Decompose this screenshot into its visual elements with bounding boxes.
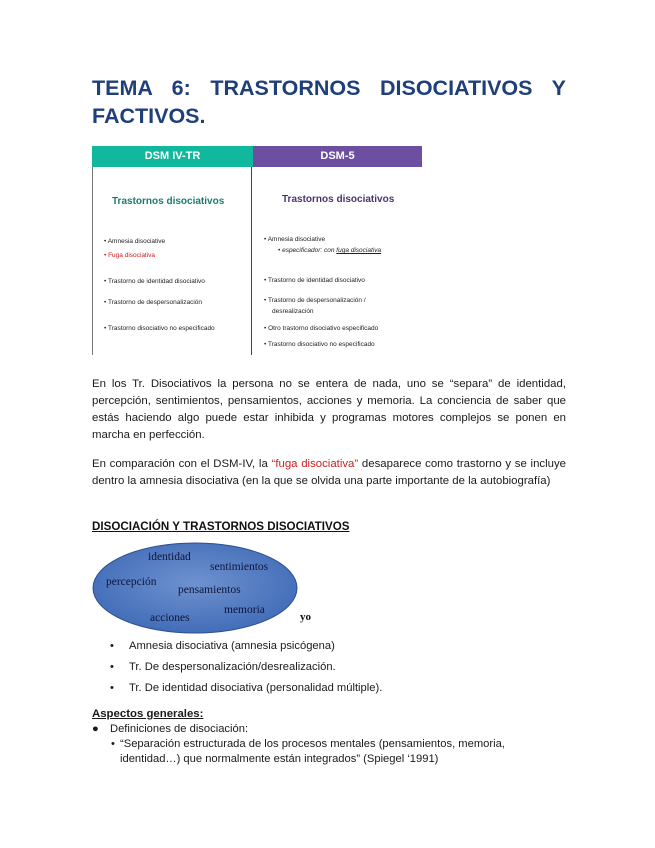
oval-word: acciones xyxy=(150,612,190,624)
oval-word: memoria xyxy=(224,604,265,616)
paragraph-comparison: En comparación con el DSM-IV, la “fuga disociativa” desaparece como trastorno y se incluye dentro la amnesia disociativa (en la que se olvida una parte importante de la autobiografía) xyxy=(92,458,566,487)
dsm-5-subtitle: Trastornos disociativos xyxy=(282,194,395,205)
page-title-line2: FACTIVOS. xyxy=(92,104,206,128)
dsm-5-item: • Trastorno disociativo no especificado xyxy=(264,341,375,348)
dsm-iv-subtitle: Trastornos disociativos xyxy=(112,196,225,207)
dsm-5-header: DSM-5 xyxy=(253,146,422,167)
dsm-iv-item: • Fuga disociativa xyxy=(104,252,156,259)
dsm-iv-item: • Amnesia disociative xyxy=(104,238,166,245)
dissociation-oval xyxy=(92,542,332,636)
yo-label: yo xyxy=(300,611,311,623)
dsm-iv-item: • Trastorno de identidad disociativo xyxy=(104,278,205,285)
dsm-5-item: • Trastorno de despersonalización / xyxy=(264,297,366,304)
dsm-iv-item: • Trastorno disociativo no especificado xyxy=(104,325,215,332)
oval-word: percepción xyxy=(106,576,157,588)
fuga-highlight: “fuga disociativa” xyxy=(271,458,359,470)
dsm-5-specifier: • especificador: con fuga disociativa xyxy=(278,247,382,254)
dsm-5-item-cont: desrealización xyxy=(272,308,314,315)
page-title: TEMA 6: TRASTORNOS DISOCIATIVOS Y xyxy=(92,76,566,100)
aspects-subitem: • “Separación estructurada de los procesos mentales (pensamientos, memoria, identidad…) que normalmente están integrados” (Spiegel ‘1991) xyxy=(111,738,505,765)
column-divider xyxy=(251,167,252,355)
dsm-iv-item: • Trastorno de despersonalización xyxy=(104,299,203,306)
dsm-5-item: • Amnesia disociative xyxy=(264,236,326,243)
left-border xyxy=(92,167,93,355)
dsm-5-item: • Trastorno de identidad disociativo xyxy=(264,277,365,284)
oval-word: pensamientos xyxy=(178,584,241,596)
dsm-5-item: • Otro trastorno disociativo especificado xyxy=(264,325,379,332)
dsm-iv-header: DSM IV-TR xyxy=(92,146,253,167)
aspects-heading: Aspectos generales: xyxy=(92,708,204,720)
paragraph-dissociative: En los Tr. Disociativos la persona no se entera de nada, uno se “separa” de identidad, percepción, sentimientos, pensamientos, acciones y memoria. La conciencia de saber que estás haciendo algo puede estar inhibida y programas motores complejos se ponen en marcha en perfección. xyxy=(92,378,566,441)
dsm-comparison-figure xyxy=(92,146,422,356)
oval-word: identidad xyxy=(148,551,191,563)
section-heading: DISOCIACIÓN Y TRASTORNOS DISOCIATIVOS xyxy=(92,520,350,533)
oval-word: sentimientos xyxy=(210,561,269,573)
